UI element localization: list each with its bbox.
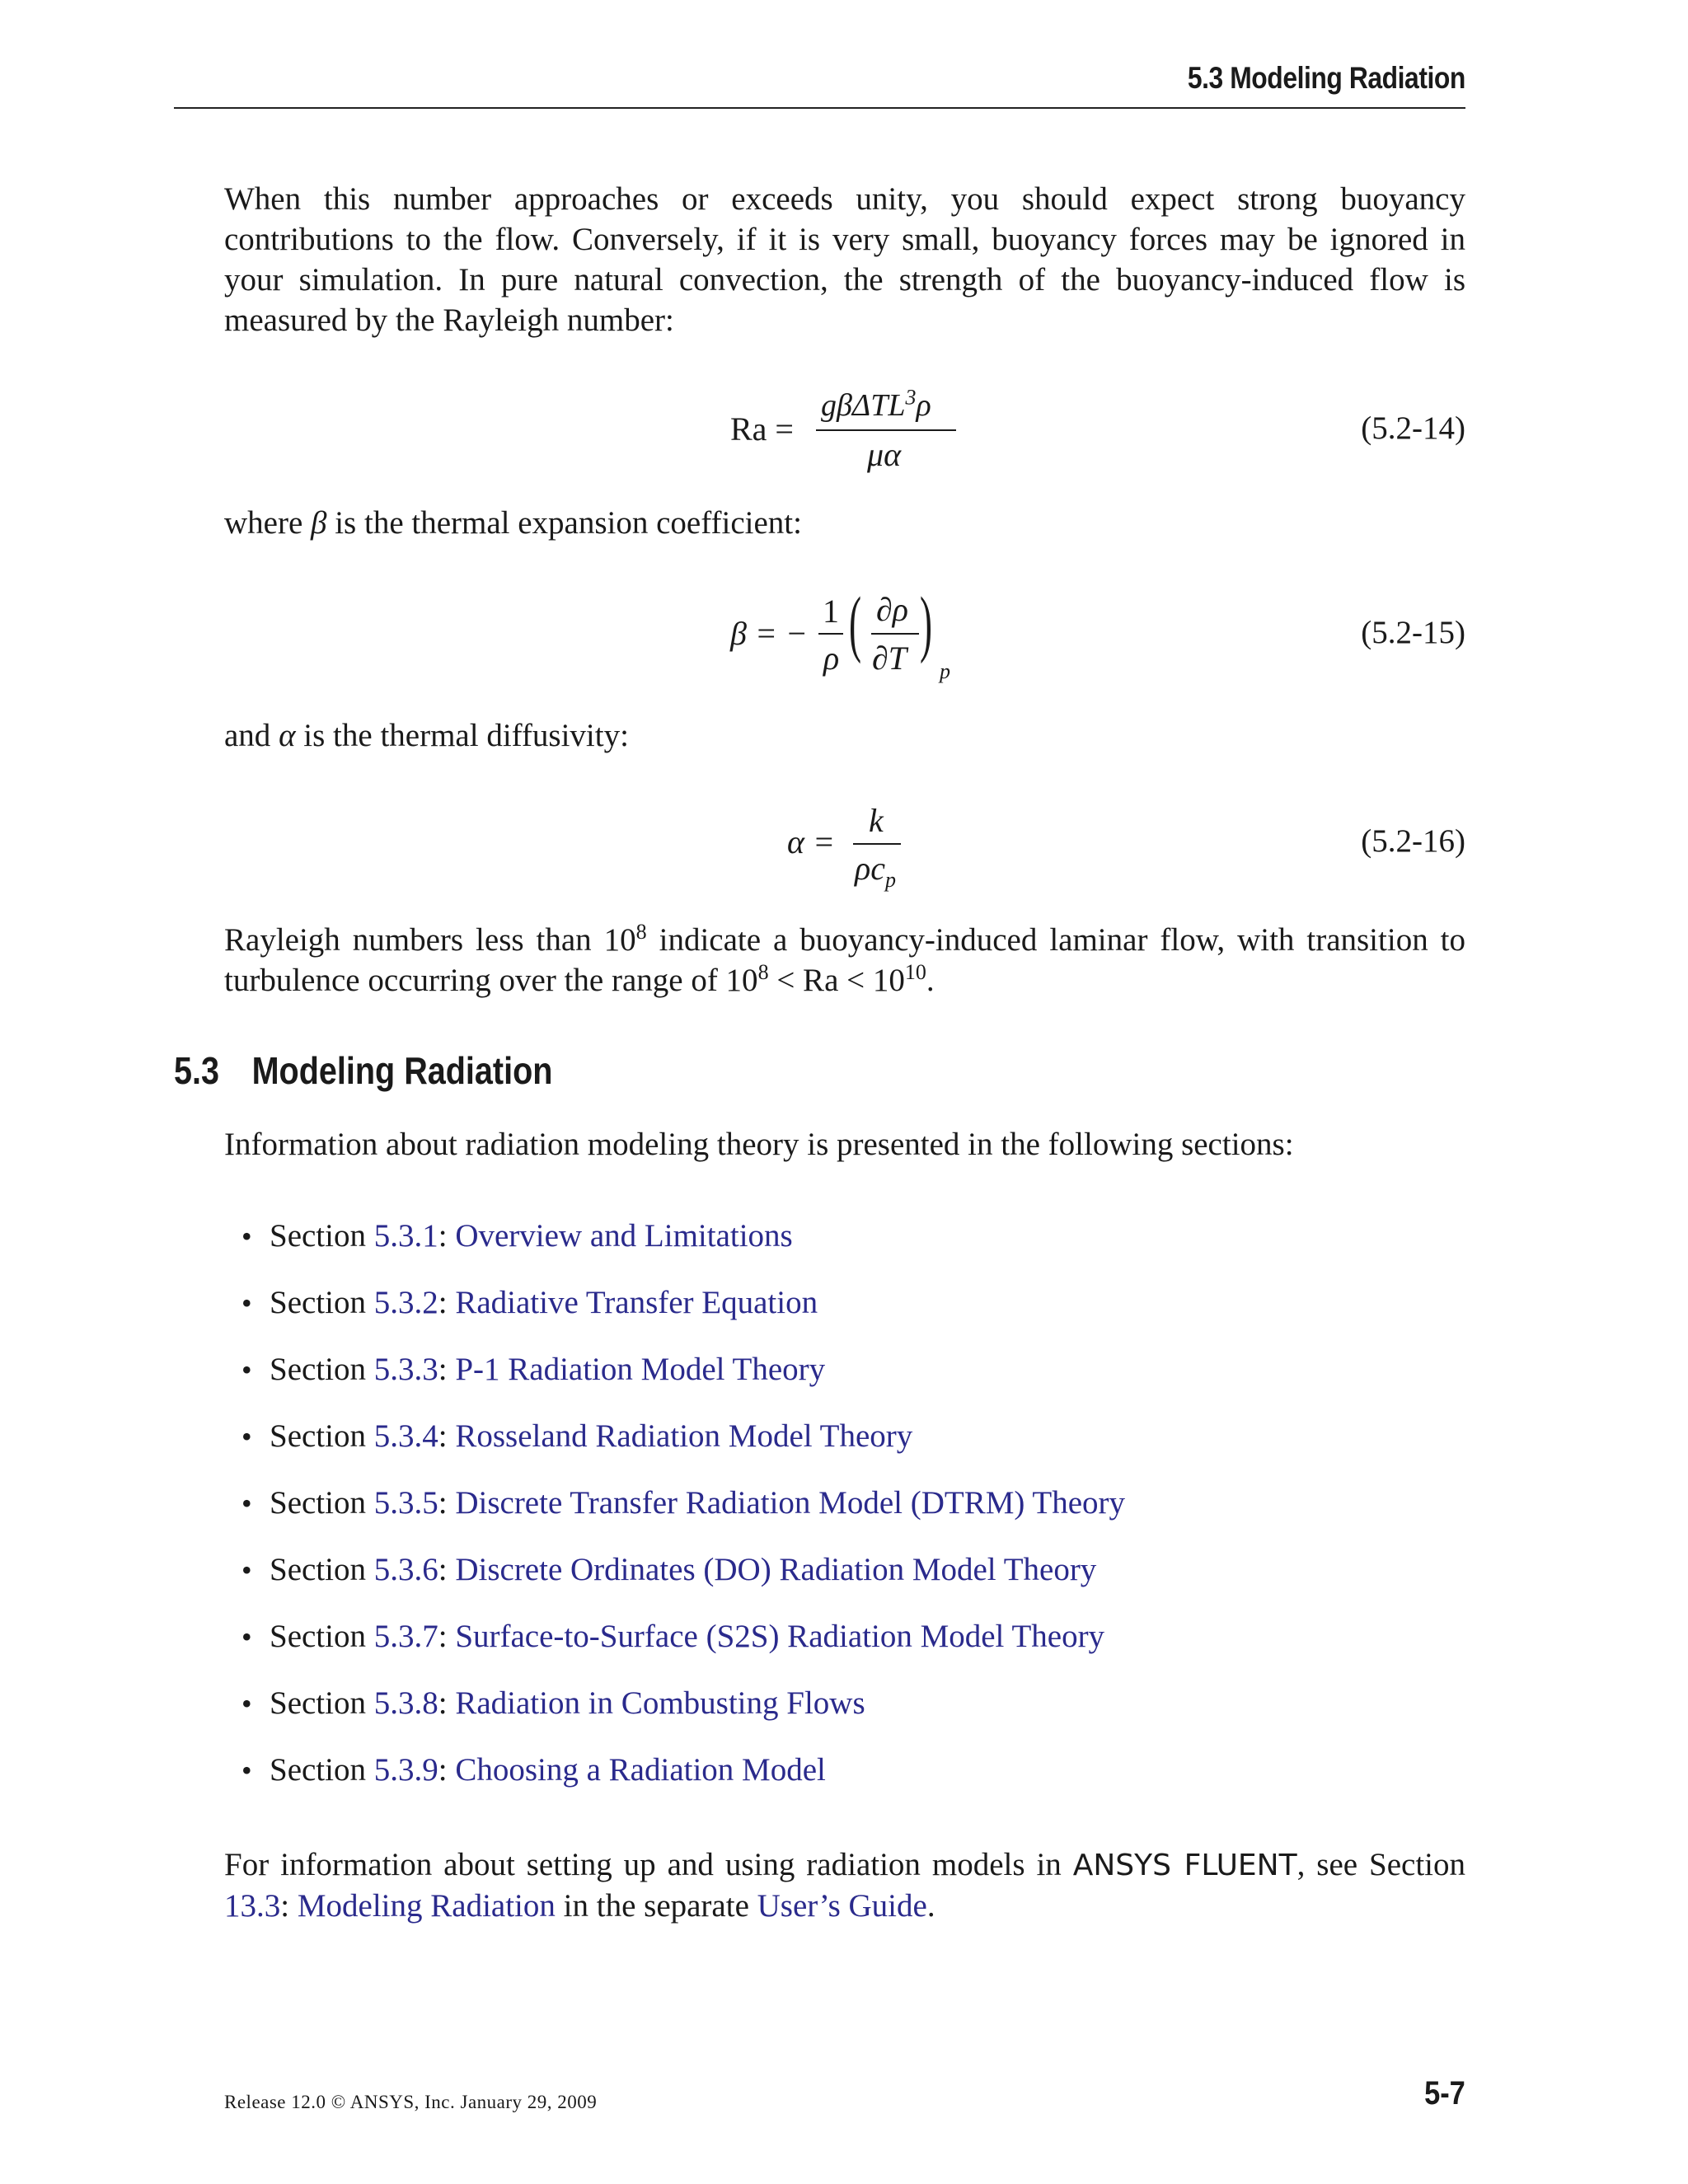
section-title-link[interactable]: Rosseland Radiation Model Theory (455, 1418, 913, 1454)
list-item: • Section 5.3.6: Discrete Ordinates (DO) Radiation Model Theory (270, 1545, 1125, 1612)
section-title-link[interactable]: P-1 Radiation Model Theory (455, 1352, 826, 1387)
beta-definition-text: where β is the thermal expansion coefficient: (224, 505, 802, 541)
eq15-deriv-denominator: ∂T (872, 640, 907, 677)
eq14-numerator: gβΔTL$^3$ρ (821, 385, 931, 423)
section-title-link[interactable]: Discrete Ordinates (DO) Radiation Model Theory (455, 1552, 1097, 1587)
section-link-5-3-6[interactable]: 5.3.6 (373, 1552, 438, 1587)
bullet-icon: • (241, 1754, 252, 1787)
section-title-link[interactable]: Choosing a Radiation Model (455, 1752, 826, 1788)
list-item: • Section 5.3.7: Surface-to-Surface (S2S) Radiation Model Theory (270, 1612, 1125, 1679)
section-title-link[interactable]: Surface-to-Surface (S2S) Radiation Model Theory (455, 1619, 1105, 1654)
intro-paragraph: When this number approaches or exceeds unity, you should expect strong buoyancy contributions to the flow. Conversely, if it is very small, buoyancy forces may be ignored in your simulation. In pure natural convection, the strength of the buoyancy-induced flow is measured by the Rayleigh number: (224, 181, 1465, 338)
eq15-subscript: p (940, 659, 950, 683)
modeling-radiation-link[interactable]: Modeling Radiation (297, 1888, 556, 1924)
bullet-icon: • (241, 1286, 252, 1319)
section-title-link[interactable]: Radiation in Combusting Flows (455, 1685, 865, 1721)
alpha-definition-text: and α is the thermal diffusivity: (224, 718, 629, 753)
list-item: • Section 5.3.4: Rosseland Radiation Model Theory (270, 1412, 1125, 1479)
section-title-link[interactable]: Radiative Transfer Equation (455, 1285, 818, 1320)
eq16-fraction-bar (853, 843, 901, 845)
section-title-link[interactable]: Overview and Limitations (455, 1218, 793, 1254)
bullet-icon: • (241, 1487, 252, 1520)
eq15-frac-denominator: ρ (823, 640, 840, 677)
eq14-lhs: Ra = (730, 410, 794, 448)
product-name: ANSYS FLUENT (1072, 1849, 1297, 1882)
eq16-numerator: k (869, 802, 884, 839)
section-link-5-3-7[interactable]: 5.3.7 (373, 1619, 438, 1654)
users-guide-section-link[interactable]: 13.3 (224, 1888, 281, 1924)
section-intro: Information about radiation modeling theory is presented in the following sections: (224, 1127, 1294, 1162)
section-link-5-3-1[interactable]: 5.3.1 (373, 1218, 438, 1254)
list-item: • Section 5.3.3: P-1 Radiation Model Theory (270, 1345, 1125, 1412)
bullet-icon: • (241, 1687, 252, 1720)
section-list (241, 1212, 1126, 1812)
section-link-5-3-2[interactable]: 5.3.2 (373, 1285, 438, 1320)
section-link-5-3-4[interactable]: 5.3.4 (373, 1418, 438, 1454)
eq15-deriv-numerator: ∂ρ (876, 591, 908, 628)
eq14-number: (5.2-14) (1361, 410, 1465, 446)
header-rule (174, 107, 1465, 109)
list-item: • Section 5.3.2: Radiative Transfer Equation (270, 1278, 1125, 1345)
eq15-frac-numerator: 1 (823, 593, 839, 630)
eq14-denominator: μα (867, 436, 902, 473)
eq16-denominator: $\rho c_p$ (855, 850, 896, 892)
list-item: • Section 5.3.8: Radiation in Combusting Flows (270, 1679, 1125, 1746)
bullet-icon: • (241, 1420, 252, 1453)
list-item: • Section 5.3.1: Overview and Limitations (270, 1212, 1125, 1278)
right-paren: ) (920, 583, 932, 664)
left-paren: ( (849, 583, 861, 664)
footer-release: Release 12.0 © ANSYS, Inc. January 29, 2009 (224, 2092, 598, 2112)
section-link-5-3-3[interactable]: 5.3.3 (373, 1352, 438, 1387)
closing-paragraph: For information about setting up and using radiation models in ANSYS FLUENT, see Section 13.3: Modeling Radiation in the separate User’s Guide. (224, 1847, 1466, 1924)
eq15-lhs: β = − (730, 615, 808, 652)
section-link-5-3-5[interactable]: 5.3.5 (373, 1485, 438, 1521)
list-item: • Section 5.3.9: Choosing a Radiation Model (270, 1746, 1125, 1812)
bullet-icon: • (241, 1353, 252, 1386)
running-header-title: 5.3 Modeling Radiation (1187, 61, 1465, 95)
eq15-number: (5.2-15) (1361, 615, 1465, 650)
section-link-5-3-8[interactable]: 5.3.8 (373, 1685, 438, 1721)
section-link-5-3-9[interactable]: 5.3.9 (373, 1752, 438, 1788)
eq16-lhs: α = (787, 823, 835, 860)
eq15-frac-bar (818, 633, 843, 635)
section-title: Modeling Radiation (251, 1049, 553, 1092)
eq15-deriv-bar (871, 633, 919, 635)
section-title-link[interactable]: Discrete Transfer Radiation Model (DTRM) Theory (455, 1485, 1126, 1521)
bullet-icon: • (241, 1620, 252, 1653)
rayleigh-paragraph: Rayleigh numbers less than $10^8$ indicate a buoyancy-induced laminar flow, with transition to turbulence occurring over the range of $10^8 < Ra < 10^{10}$. (224, 920, 1465, 998)
eq14-fraction-bar (816, 429, 956, 431)
users-guide-link[interactable]: User’s Guide (757, 1888, 927, 1924)
eq16-number: (5.2-16) (1361, 823, 1465, 859)
section-number: 5.3 (174, 1049, 219, 1092)
section-heading (174, 1048, 552, 1093)
page-number: 5-7 (1424, 2075, 1465, 2111)
list-item: • Section 5.3.5: Discrete Transfer Radiation Model (DTRM) Theory (270, 1479, 1125, 1545)
bullet-icon: • (241, 1220, 252, 1253)
bullet-icon: • (241, 1554, 252, 1586)
